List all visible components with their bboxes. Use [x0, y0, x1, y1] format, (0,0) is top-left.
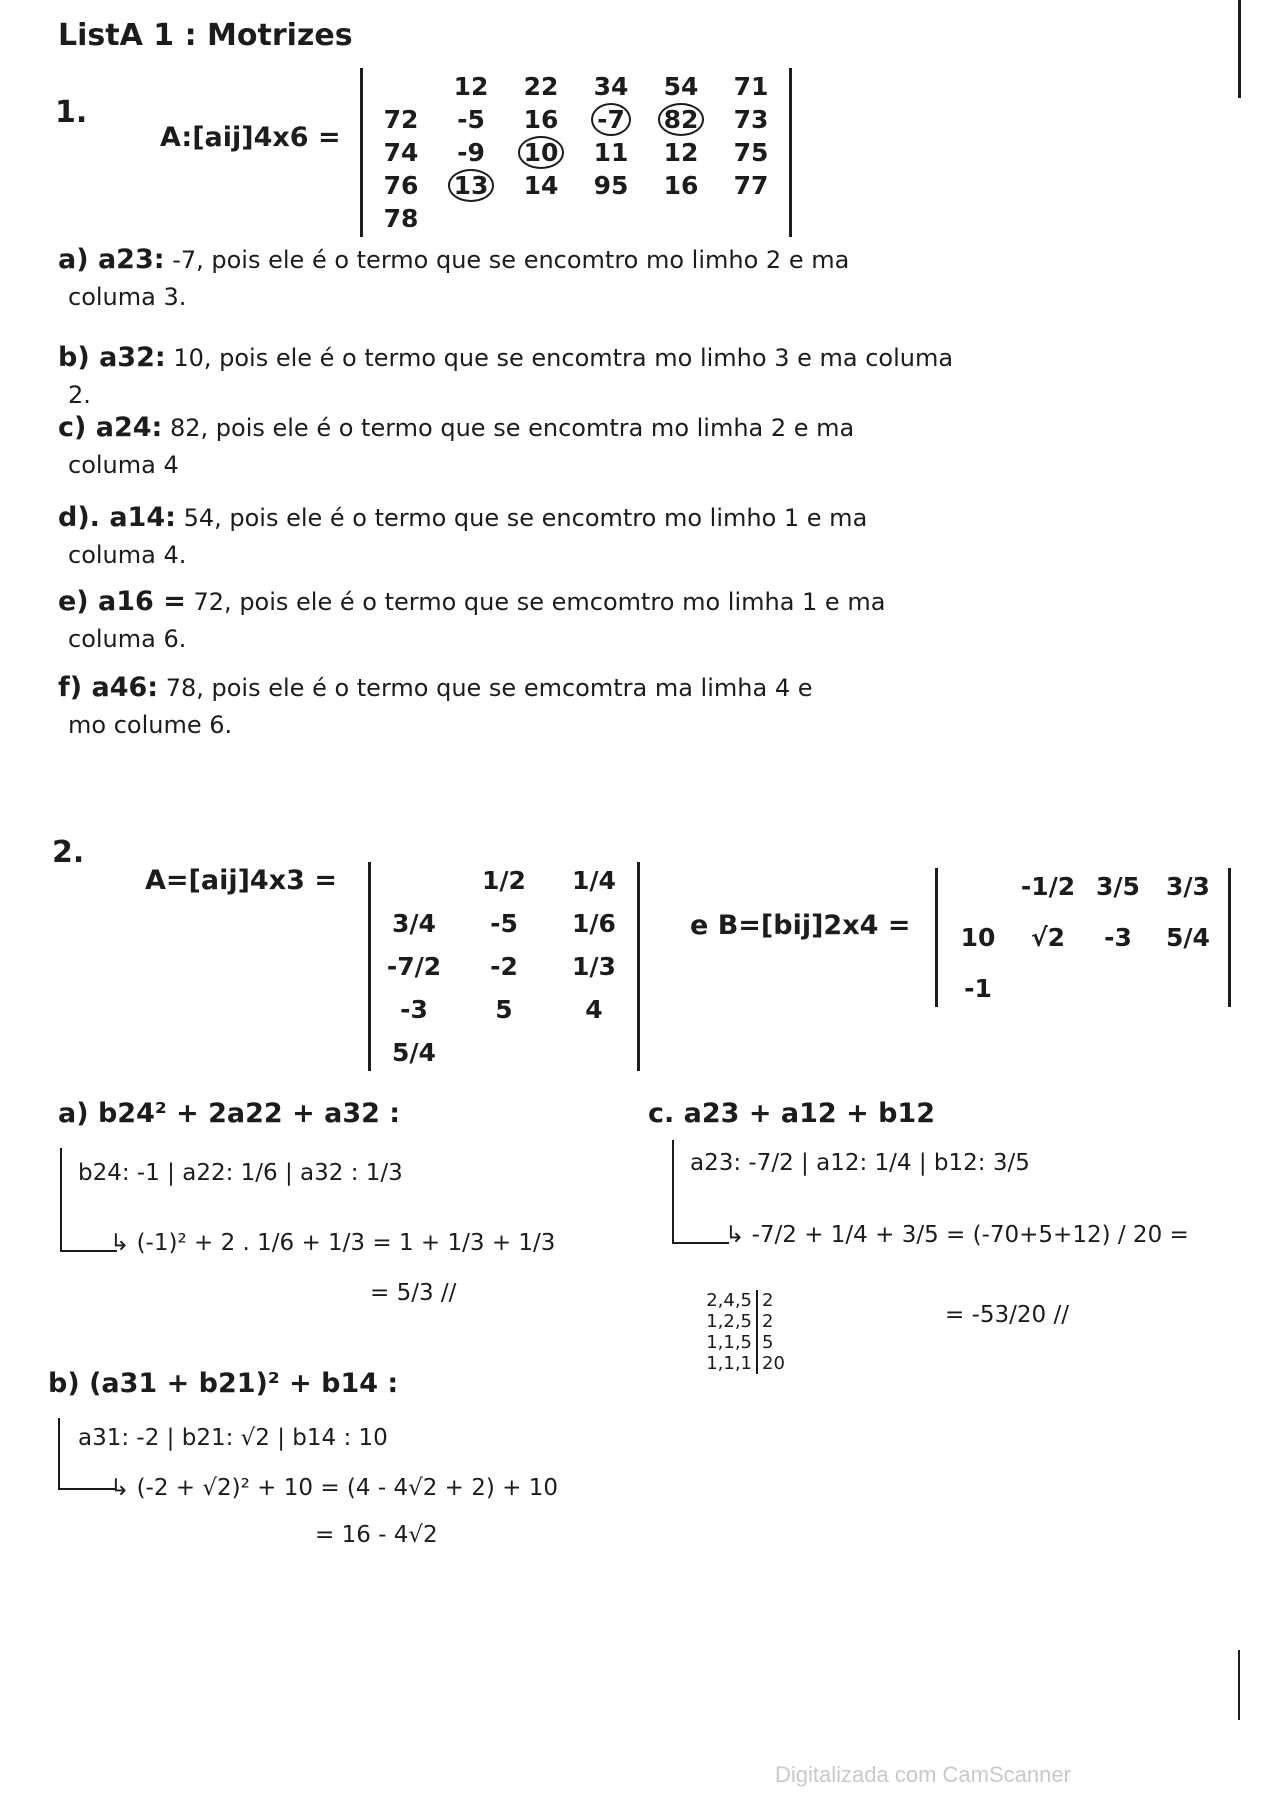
matrix-cell: [445, 105, 497, 134]
matrix-cell-value: 4: [585, 995, 603, 1024]
matrix-cell: [1020, 872, 1076, 901]
matrix-cell-value: 16: [523, 105, 559, 134]
matrix-cell: [585, 72, 637, 101]
matrix-a-q1: [360, 68, 792, 237]
answer-label: b) a32:: [58, 342, 166, 373]
matrix-cell: [1160, 872, 1216, 901]
part-b-result: = 16 - 4√2: [315, 1522, 438, 1548]
matrix-cell: [950, 974, 1006, 1003]
matrix-cell-value: -3: [400, 995, 428, 1024]
matrix-cell: [725, 72, 777, 101]
matrix-cell: [445, 138, 497, 167]
lcm-divisor: 2: [756, 1311, 773, 1332]
matrix-cell: [1160, 923, 1216, 952]
part-c-label: c. a23 + a12 + b12: [648, 1098, 935, 1129]
lcm-dividend: 1,2,5: [706, 1311, 752, 1332]
matrix-cell-value: 14: [523, 171, 559, 200]
part-c-result: = -53/20 //: [945, 1302, 1069, 1328]
part-a-result: = 5/3 //: [370, 1280, 457, 1306]
matrix-cell: [725, 105, 777, 134]
matrix-cell-value: -3: [1104, 923, 1132, 952]
scan-edge-bottom-right: [1238, 1650, 1240, 1720]
lcm-row: [688, 1353, 785, 1374]
answer-continuation: columa 4.: [68, 541, 187, 569]
matrix-cell: [1090, 923, 1146, 952]
matrix-cell: [383, 1038, 445, 1067]
matrix-cell-value: 3/5: [1096, 872, 1140, 901]
lcm-dividend: 2,4,5: [706, 1290, 752, 1311]
lcm-dividend: 1,1,5: [706, 1332, 752, 1353]
answer-continuation: mo colume 6.: [68, 711, 233, 739]
matrix-cell-value: 95: [593, 171, 629, 200]
matrix-cell-value: 5/4: [1166, 923, 1210, 952]
matrix-cell: [950, 923, 1006, 952]
matrix-cell-value: 10: [518, 136, 565, 169]
matrix-cell-value: 74: [383, 138, 419, 167]
answer-label: e) a16 =: [58, 586, 186, 617]
answer-continuation: columa 6.: [68, 625, 187, 653]
answer-line: [58, 408, 854, 447]
matrix-cell: [585, 171, 637, 200]
matrix-cell-value: 1/2: [482, 866, 526, 895]
matrix-cell-value: 12: [663, 138, 699, 167]
answer-line: [58, 338, 953, 377]
matrix-cell: [515, 138, 567, 167]
matrix-cell: [375, 171, 427, 200]
lcm-divisor: 5: [756, 1332, 773, 1353]
matrix-cell: [383, 909, 445, 938]
part-a-calc: ↳ (-1)² + 2 . 1/6 + 1/3 = 1 + 1/3 + 1/3: [110, 1230, 556, 1256]
matrix-cell: [375, 138, 427, 167]
matrix-cell-value: -5: [490, 909, 518, 938]
part-c-given: a23: -7/2 | a12: 1/4 | b12: 3/5: [690, 1150, 1030, 1176]
question-1-number: 1.: [55, 95, 88, 130]
matrix-cell: [725, 138, 777, 167]
answer-text: -7, pois ele é o termo que se encomtro mo limho 2 e ma: [172, 246, 850, 274]
matrix-cell-value: -9: [457, 138, 485, 167]
matrix-cell: [725, 171, 777, 200]
scan-edge-top-right: [1238, 0, 1241, 98]
matrix-cell-value: 76: [383, 171, 419, 200]
matrix-cell: [563, 866, 625, 895]
matrix-cell: [383, 995, 445, 1024]
matrix-cell: [585, 105, 637, 134]
matrix-b-label-q2: e B=[bij]2x4 =: [690, 910, 911, 941]
matrix-cell-value: -7: [591, 103, 631, 136]
matrix-a-label-q1: A:[aij]4x6 =: [160, 122, 341, 153]
matrix-cell-value: 3/3: [1166, 872, 1210, 901]
part-b-label: b) (a31 + b21)² + b14 :: [48, 1368, 399, 1399]
matrix-cell: [375, 204, 427, 233]
matrix-cell: [655, 138, 707, 167]
answer-text: 72, pois ele é o termo que se emcomtro mo limha 1 e ma: [193, 588, 886, 616]
matrix-cell-value: 11: [593, 138, 629, 167]
matrix-cell-value: 82: [658, 103, 705, 136]
part-c-calc: ↳ -7/2 + 1/4 + 3/5 = (-70+5+12) / 20 =: [725, 1222, 1189, 1248]
matrix-cell-value: 13: [448, 169, 495, 202]
lcm-row: [688, 1311, 785, 1332]
part-b-calc: ↳ (-2 + √2)² + 10 = (4 - 4√2 + 2) + 10: [110, 1475, 559, 1501]
part-a-given: b24: -1 | a22: 1/6 | a32 : 1/3: [78, 1160, 403, 1186]
matrix-cell: [445, 171, 497, 200]
matrix-cell-value: 54: [663, 72, 699, 101]
matrix-cell: [515, 72, 567, 101]
matrix-cell-value: 16: [663, 171, 699, 200]
matrix-cell-value: -2: [490, 952, 518, 981]
matrix-cell-value: 1/6: [572, 909, 616, 938]
matrix-cell-value: 73: [733, 105, 769, 134]
answer-continuation: columa 4: [68, 451, 179, 479]
matrix-b-q2: [935, 868, 1231, 1007]
lcm-row: [688, 1332, 785, 1353]
matrix-cell-value: 77: [733, 171, 769, 200]
matrix-cell: [473, 952, 535, 981]
matrix-cell-value: 3/4: [392, 909, 436, 938]
matrix-cell: [563, 909, 625, 938]
page-title: ListA 1 : Motrizes: [58, 18, 353, 53]
matrix-cell: [585, 138, 637, 167]
answer-continuation: 2.: [68, 381, 91, 409]
lcm-factorization-table: [688, 1290, 785, 1374]
matrix-cell-value: 1/3: [572, 952, 616, 981]
matrix-cell-value: 5/4: [392, 1038, 436, 1067]
lcm-divisor: 2: [756, 1290, 773, 1311]
matrix-cell-value: 12: [453, 72, 489, 101]
part-a-label: a) b24² + 2a22 + a32 :: [58, 1098, 401, 1129]
answer-text: 54, pois ele é o termo que se encomtro mo limho 1 e ma: [183, 504, 868, 532]
matrix-cell-value: -1: [964, 974, 992, 1003]
matrix-cell: [655, 72, 707, 101]
lcm-row: [688, 1290, 785, 1311]
matrix-cell: [375, 105, 427, 134]
matrix-cell: [1020, 923, 1076, 952]
matrix-cell-value: -5: [457, 105, 485, 134]
matrix-cell: [473, 995, 535, 1024]
answer-line: [58, 582, 885, 621]
matrix-cell-value: 71: [733, 72, 769, 101]
matrix-cell: [515, 171, 567, 200]
matrix-cell-value: 78: [383, 204, 419, 233]
matrix-cell: [563, 995, 625, 1024]
matrix-cell: [383, 952, 445, 981]
matrix-cell: [473, 909, 535, 938]
answer-continuation: columa 3.: [68, 283, 187, 311]
matrix-cell: [515, 105, 567, 134]
matrix-a-q2: [368, 862, 640, 1071]
matrix-cell-value: -1/2: [1020, 872, 1076, 901]
answer-label: c) a24:: [58, 412, 163, 443]
matrix-cell-value: 5: [495, 995, 513, 1024]
answer-text: 78, pois ele é o termo que se emcomtra ma limha 4 e: [165, 674, 813, 702]
answer-text: 10, pois ele é o termo que se encomtra mo limho 3 e ma columa: [173, 344, 954, 372]
matrix-cell: [1090, 872, 1146, 901]
part-b-given: a31: -2 | b21: √2 | b14 : 10: [78, 1425, 388, 1451]
matrix-cell: [473, 866, 535, 895]
matrix-cell-value: 22: [523, 72, 559, 101]
answer-label: f) a46:: [58, 672, 159, 703]
matrix-cell: [655, 105, 707, 134]
matrix-cell: [655, 171, 707, 200]
matrix-cell-value: -7/2: [386, 952, 442, 981]
matrix-cell-value: 34: [593, 72, 629, 101]
matrix-cell-value: √2: [1030, 923, 1066, 952]
answer-line: [58, 240, 849, 279]
answer-label: a) a23:: [58, 244, 165, 275]
matrix-cell: [563, 952, 625, 981]
answer-line: [58, 668, 812, 707]
answer-label: d). a14:: [58, 502, 176, 533]
camscanner-watermark: Digitalizada com CamScanner: [775, 1762, 1071, 1787]
matrix-a-label-q2: A=[aij]4x3 =: [145, 865, 337, 896]
lcm-divisor: 20: [756, 1353, 785, 1374]
lcm-dividend: 1,1,1: [706, 1353, 752, 1374]
answer-line: [58, 498, 867, 537]
question-2-number: 2.: [52, 835, 85, 870]
answer-text: 82, pois ele é o termo que se encomtra mo limha 2 e ma: [169, 414, 855, 442]
matrix-cell-value: 10: [960, 923, 996, 952]
matrix-cell-value: 1/4: [572, 866, 616, 895]
matrix-cell: [445, 72, 497, 101]
matrix-cell-value: 75: [733, 138, 769, 167]
matrix-cell-value: 72: [383, 105, 419, 134]
